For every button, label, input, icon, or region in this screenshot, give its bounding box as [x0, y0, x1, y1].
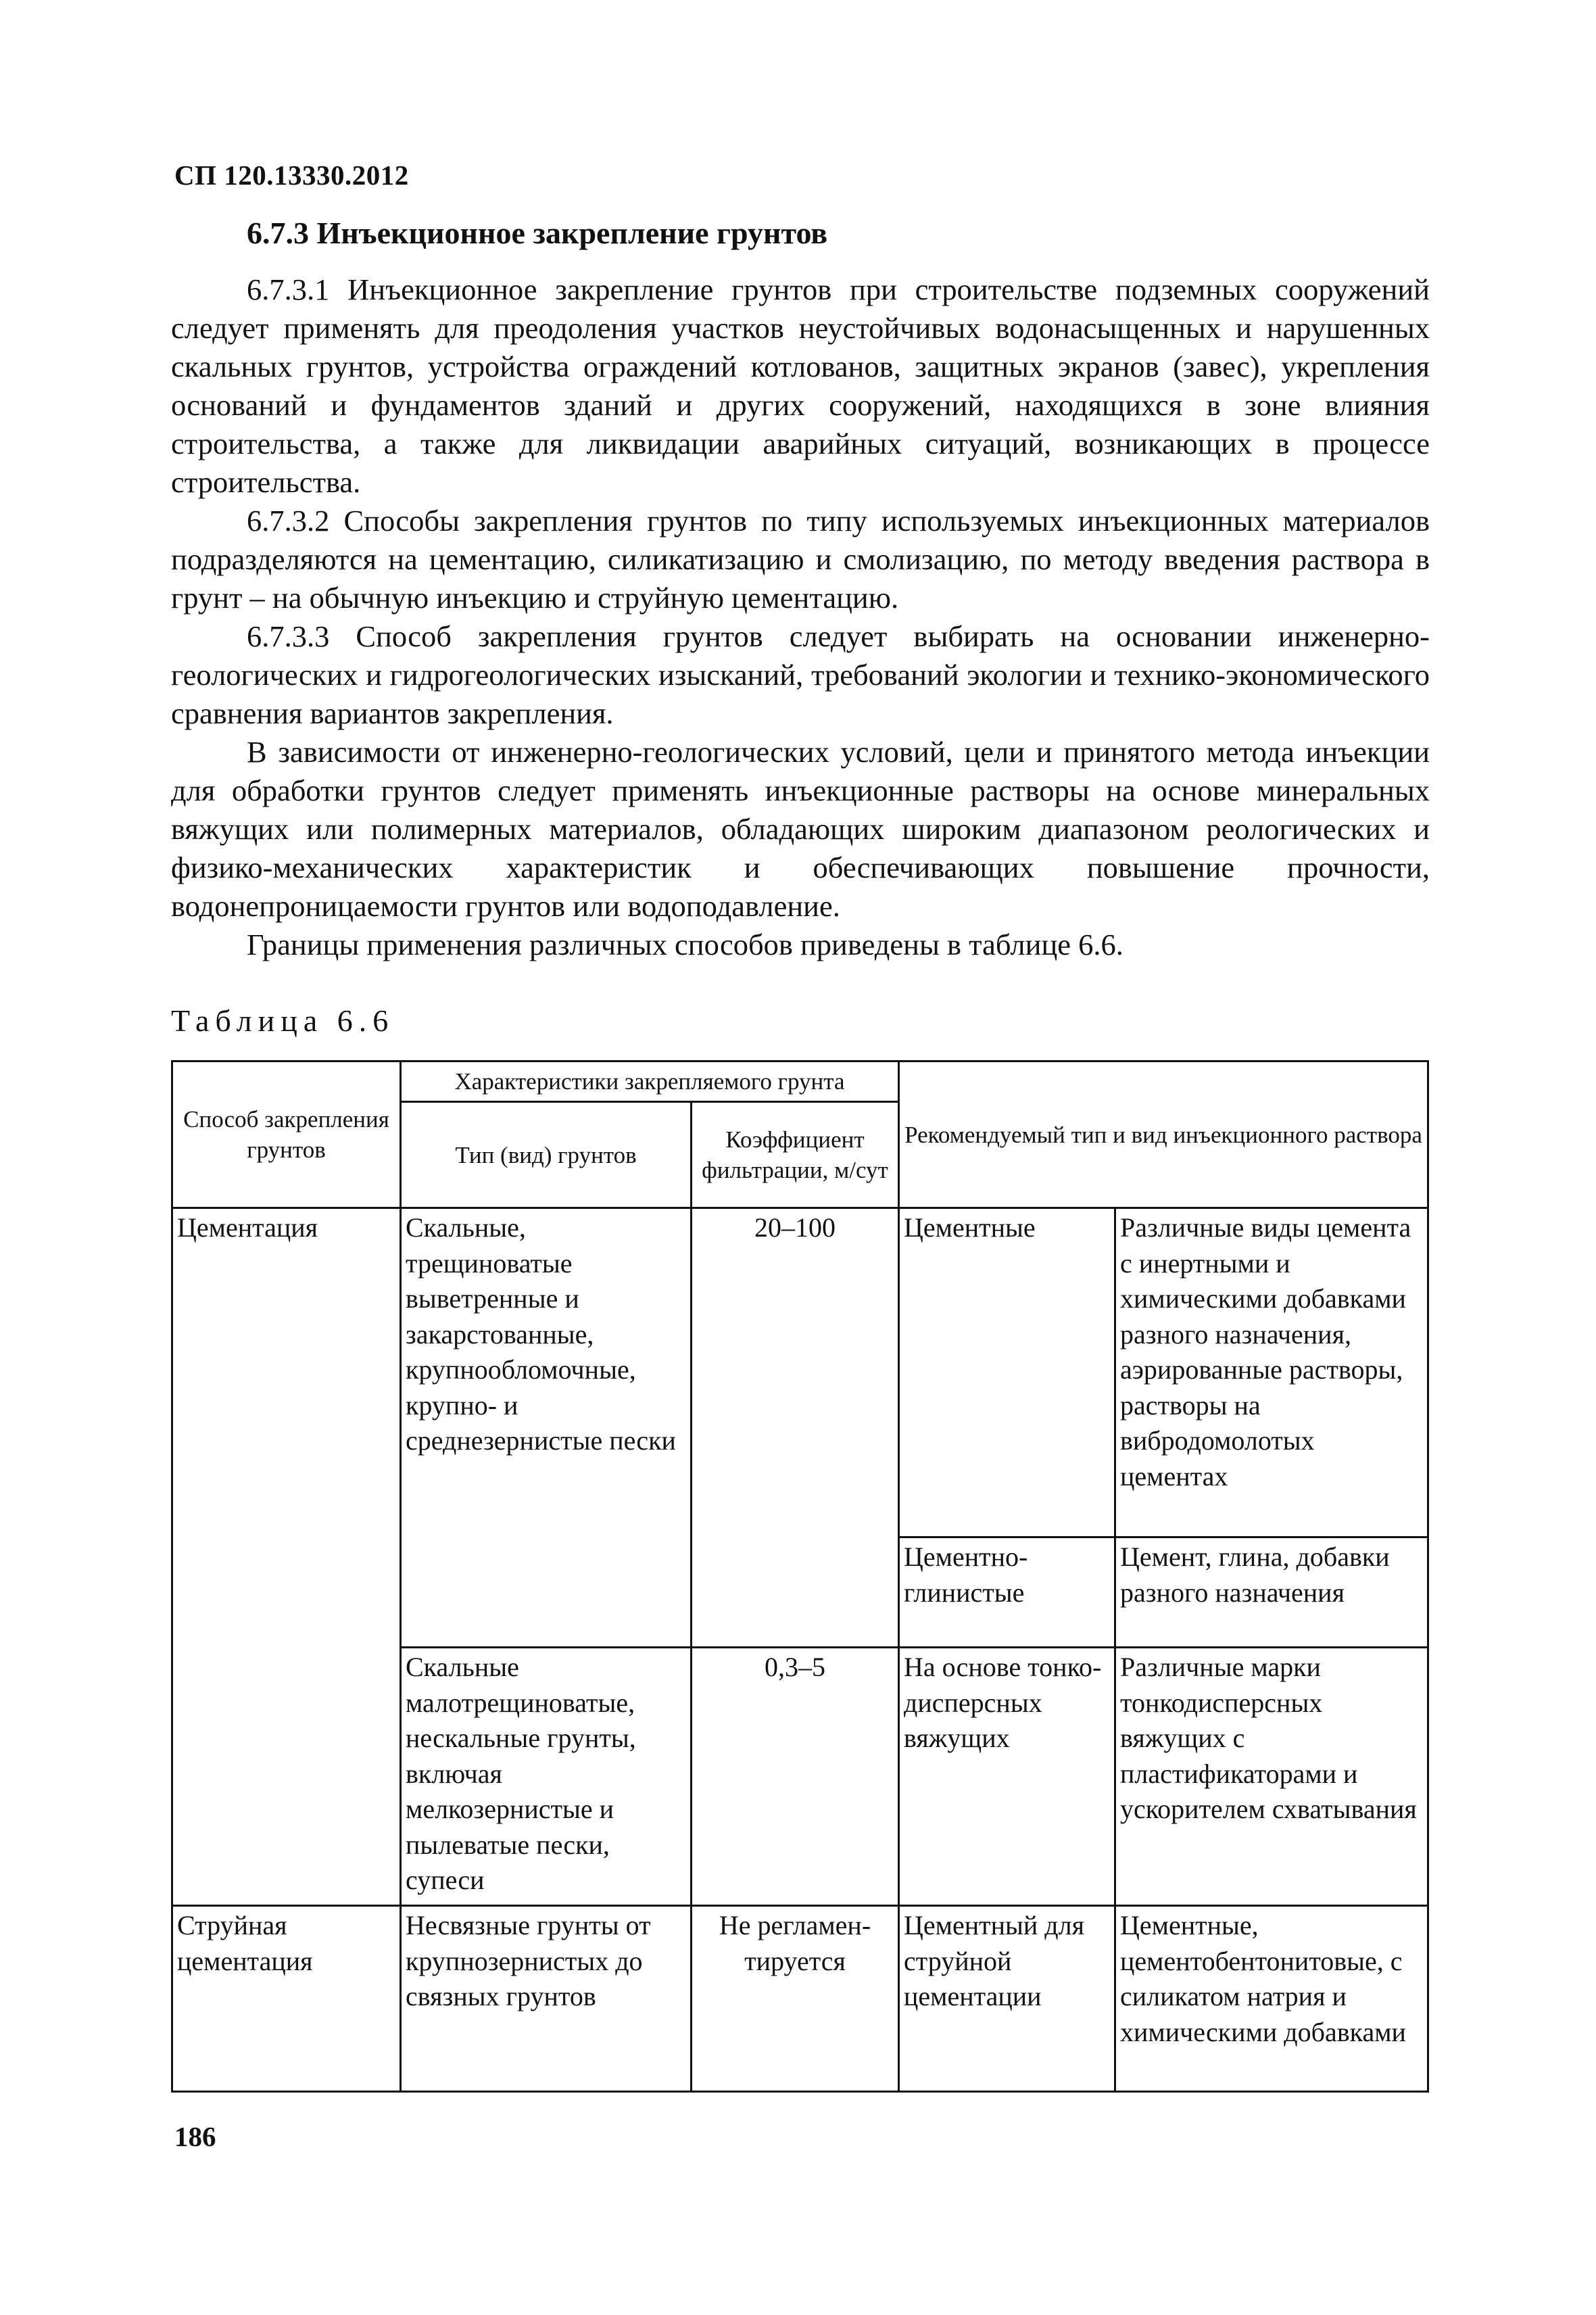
cell-desc-cement: Различные виды цемента с инертными и химическими добавками разного назначения, аэрированные растворы, растворы на вибродомолотых цементах	[1115, 1208, 1428, 1537]
cell-type-fine-binders: На основе тонко-дисперсных вяжущих	[899, 1648, 1115, 1906]
page-number: 186	[174, 2121, 216, 2152]
header-soil-characteristics: Характеристики закрепляемого грунта	[401, 1061, 899, 1102]
cell-method-jet-cementation: Струйная цементация	[172, 1906, 401, 2092]
cell-type-cement: Цементные	[899, 1208, 1115, 1537]
soil-stabilization-table	[171, 1060, 1429, 2093]
paragraph-table-reference: Границы применения различных способов приведены в таблице 6.6.	[247, 928, 1123, 961]
cell-type-cement-clay: Цементно-глинистые	[899, 1537, 1115, 1648]
cell-desc-fine-binders: Различные марки тонкодисперсных вяжущих с пластификаторами и ускорителем схватывания	[1115, 1648, 1428, 1906]
cell-soil-low-fractured: Скальные малотрещиноватые, нескальные грунты, включая мелкозернистые и пылеватые пески, супеси	[401, 1648, 692, 1906]
cell-desc-jet-cement: Цементные, цементобентонитовые, с силикатом натрия и химическими добавками	[1115, 1906, 1428, 2092]
cell-desc-cement-clay: Цемент, глина, добавки разного назначения	[1115, 1537, 1428, 1648]
cell-type-jet-cement: Цементный для струйной цементации	[899, 1906, 1115, 2092]
cell-coefficient-not-regulated: Не регламен-тируется	[692, 1906, 899, 2092]
section-heading: 6.7.3 Инъекционное закрепление грунтов	[247, 216, 828, 250]
table-caption: Таблица 6.6	[171, 1003, 395, 1038]
paragraph-6-7-3-2: 6.7.3.2 Способы закрепления грунтов по типу используемых инъекционных материалов подразделяются на цементацию, силикатизацию и смолизацию, по методу введения раствора в грунт – на обычную инъекцию и струйную цементацию.	[171, 504, 1430, 615]
paragraph-6-7-3-3: 6.7.3.3 Способ закрепления грунтов следует выбирать на основании инженерно-геологических и гидрогеологических изысканий, требований экологии и технико-экономического сравнения вариантов закрепления.	[171, 619, 1430, 730]
cell-soil-noncohesive: Несвязные грунты от крупнозернистых до связных грунтов	[401, 1906, 692, 2092]
header-method: Способ закрепления грунтов	[172, 1061, 401, 1208]
header-soil-type: Тип (вид) грунтов	[401, 1102, 692, 1208]
header-filtration-coefficient: Коэффициент фильтрации, м/сут	[692, 1102, 899, 1208]
document-code: СП 120.13330.2012	[174, 160, 409, 191]
paragraph-6-7-3-1: 6.7.3.1 Инъекционное закрепление грунтов при строительстве подземных сооружений следует применять для преодоления участков неустойчивых водонасыщенных и нарушенных скальных грунтов, устройства ограждений котлованов, защитных экранов (завес), укрепления оснований и фундаментов зданий и других сооружений, находящихся в зоне влияния строительства, а также для ликвидации аварийных ситуаций, возникающих в процессе строительства.	[171, 272, 1430, 499]
cell-coefficient-20-100: 20–100	[692, 1208, 899, 1648]
cell-method-cementation: Цементация	[172, 1208, 401, 1906]
cell-coefficient-0-3-5: 0,3–5	[692, 1648, 899, 1906]
body-text	[171, 270, 1430, 964]
header-recommended-solution: Рекомендуемый тип и вид инъекционного раствора	[899, 1061, 1428, 1208]
paragraph-conditions: В зависимости от инженерно-геологических условий, цели и принятого метода инъекции для обработки грунтов следует применять инъекционные растворы на основе минеральных вяжущих или полимерных материалов, обладающих широким диапазоном реологических и физико-механических характеристик и обеспечивающих повышение прочности, водонепроницаемости грунтов или водоподавление.	[171, 735, 1430, 923]
cell-soil-rocky-fractured: Скальные, трещиноватые выветренные и закарстованные, крупнообломочные, крупно- и среднезернистые пески	[401, 1208, 692, 1648]
